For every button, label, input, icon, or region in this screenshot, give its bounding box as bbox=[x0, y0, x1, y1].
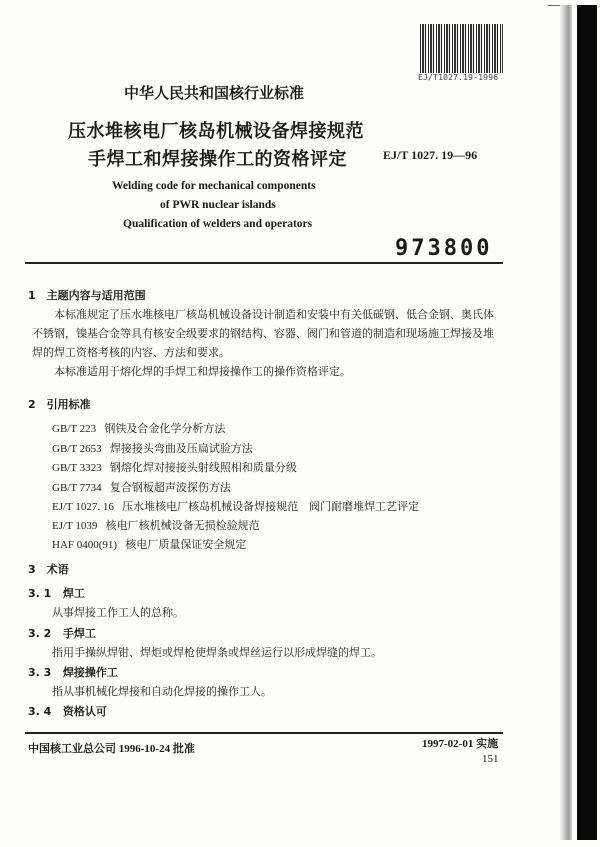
term-number: 3. 2 bbox=[28, 627, 52, 640]
approval-statement: 中国核工业总公司 1996-10-24 批准 bbox=[28, 743, 195, 755]
section-1-heading: 1 主题内容与适用范围 bbox=[28, 289, 146, 302]
term-definition: 指用手操纵焊钳、焊炬或焊枪使焊条或焊丝运行以形成焊缝的焊工。 bbox=[52, 647, 382, 659]
term-number: 3. 3 bbox=[28, 666, 52, 679]
reference-code: GB/T 223 bbox=[52, 423, 97, 435]
reference-code: GB/T 7734 bbox=[52, 482, 102, 494]
reference-code: EJ/T 1039 bbox=[52, 520, 98, 532]
reference-code: GB/T 3323 bbox=[52, 462, 102, 474]
term-number: 3. 4 bbox=[28, 705, 52, 718]
reference-title: 核电厂质量保证安全规定 bbox=[125, 539, 247, 551]
reference-item bbox=[52, 536, 246, 552]
reference-item bbox=[52, 440, 253, 456]
section-1-paragraph-1: 本标准规定了压水堆核电厂核岛机械设备设计制造和安装中有关低碳钢、低合金钢、奥氏体不锈钢，镍基合金等具有核安全级要求的钢结构、容器、阀门和管道的制造和现场施工焊接及堆焊的焊工资格考核的内容、方法和要求。 bbox=[32, 309, 494, 359]
reference-title: 钢铁及合金化学分析方法 bbox=[104, 423, 226, 435]
reference-title: 钢熔化焊对接接头射线照相和质量分级 bbox=[109, 462, 297, 474]
term-name: 焊工 bbox=[62, 587, 85, 600]
standard-code: EJ/T 1027. 19—96 bbox=[383, 148, 478, 162]
term-definition: 指从事机械化焊接和自动化焊接的操作工人。 bbox=[52, 686, 272, 698]
reference-item bbox=[52, 498, 419, 514]
footer-divider bbox=[25, 732, 503, 734]
reference-code: HAF 0400(91) bbox=[52, 539, 118, 551]
term-name: 手焊工 bbox=[62, 627, 96, 640]
english-title-line-3: Qualification of welders and operators bbox=[123, 218, 313, 230]
reference-code: EJ/T 1027. 16 bbox=[52, 501, 114, 513]
reference-item bbox=[52, 459, 297, 475]
document-number: 973800 bbox=[395, 236, 493, 261]
chinese-title-line-1: 压水堆核电厂核岛机械设备焊接规范 bbox=[68, 121, 364, 142]
reference-item bbox=[52, 517, 260, 533]
term-name: 焊接操作工 bbox=[62, 666, 118, 679]
header-divider bbox=[25, 262, 503, 264]
term-heading bbox=[28, 664, 118, 680]
term-heading bbox=[28, 625, 96, 641]
barcode-label: EJ/T1027.19-1996 bbox=[418, 73, 499, 82]
term-heading bbox=[28, 585, 85, 601]
english-title-line-2: of PWR nuclear islands bbox=[160, 199, 276, 211]
reference-title: 核电厂核机械设备无损检验规范 bbox=[105, 520, 260, 532]
section-2-heading: 2 引用标准 bbox=[28, 398, 91, 411]
reference-title: 焊接接头弯曲及压扁试验方法 bbox=[109, 443, 253, 455]
reference-item bbox=[52, 420, 225, 436]
chinese-title-line-2: 手焊工和焊接操作工的资格评定 bbox=[88, 149, 347, 170]
reference-code: GB/T 2653 bbox=[52, 443, 102, 455]
english-title-line-1: Welding code for mechanical components bbox=[112, 180, 316, 192]
term-number: 3. 1 bbox=[28, 587, 52, 600]
reference-item bbox=[52, 479, 231, 495]
term-heading bbox=[28, 703, 107, 719]
section-1-paragraph-2: 本标准适用于熔化焊的手焊工和焊接操作工的操作资格评定。 bbox=[54, 366, 351, 378]
binding-strip bbox=[577, 5, 597, 840]
issuing-body-title: 中华人民共和国核行业标准 bbox=[124, 84, 305, 102]
reference-title: 复合钢板超声波探伤方法 bbox=[109, 482, 231, 494]
barcode-image bbox=[420, 24, 503, 73]
term-definition: 从事焊接工作工人的总称。 bbox=[52, 607, 184, 619]
reference-title: 压水堆核电厂核岛机械设备焊接规范 阀门耐磨堆焊工艺评定 bbox=[122, 501, 420, 513]
page-number: 151 bbox=[482, 753, 499, 765]
binding-shadow bbox=[560, 5, 572, 840]
section-3-heading: 3 术语 bbox=[28, 563, 69, 576]
term-name: 资格认可 bbox=[62, 705, 107, 718]
effective-date: 1997-02-01 实施 bbox=[422, 738, 499, 750]
